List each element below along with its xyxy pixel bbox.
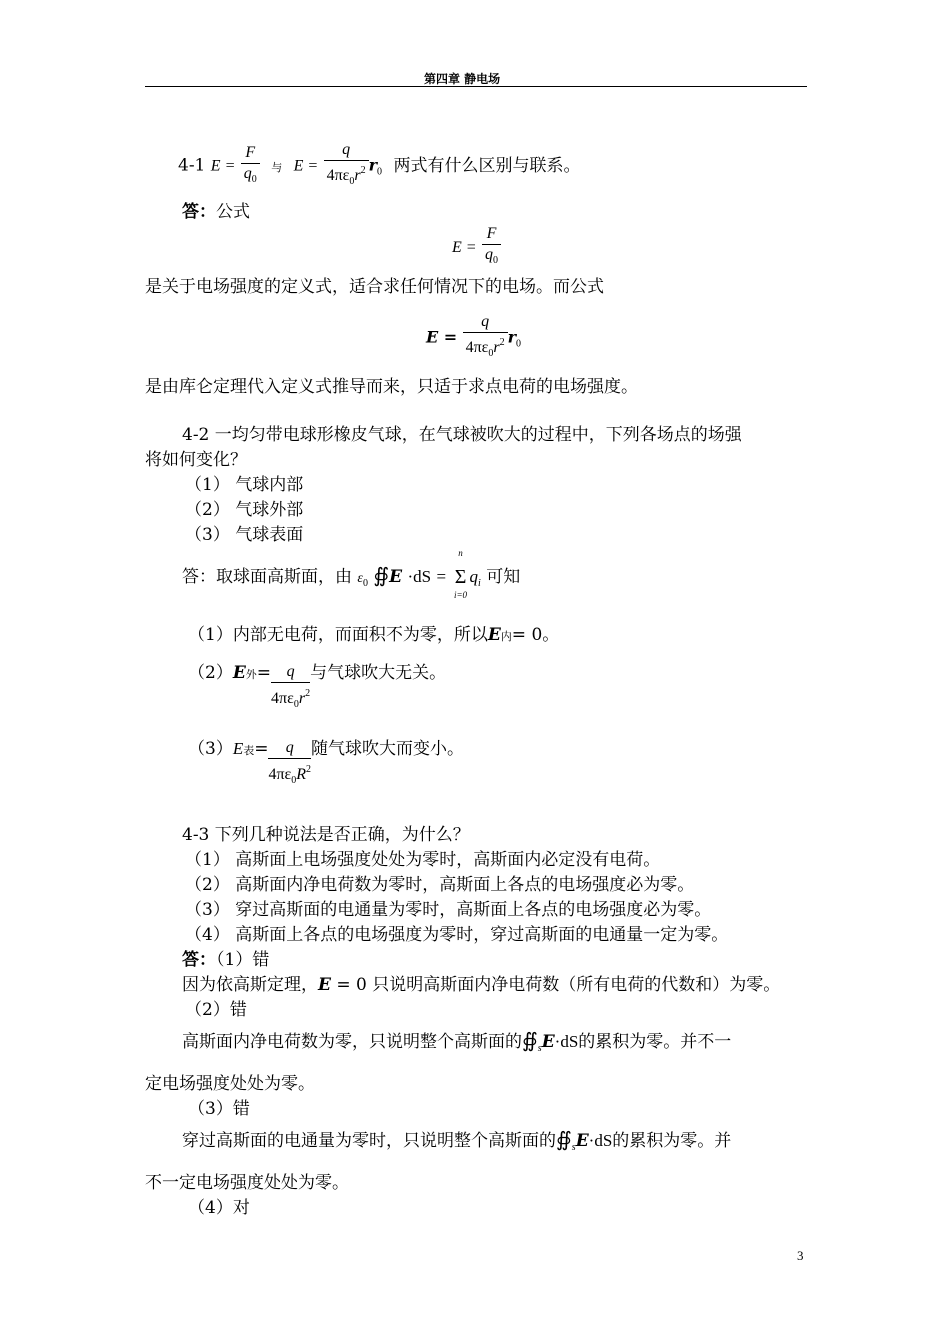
q42-r3-den-sup: 2 xyxy=(306,764,312,775)
q42-result-2 xyxy=(188,662,446,716)
q42-question-line1: 4-2 一均匀带电球形橡皮气球，在气球被吹大的过程中，下列各场点的场强 xyxy=(182,425,742,445)
q42-dot-dS: ·dS xyxy=(407,567,432,586)
q41-formula1-fraction xyxy=(241,143,260,190)
q42-sum-bot: i=0 xyxy=(453,590,468,600)
q41-question xyxy=(178,140,580,195)
q43-a2-int-s: s xyxy=(537,1043,542,1054)
q43-a3-int-s: s xyxy=(571,1142,576,1153)
q41-disp2-den-sub: 0 xyxy=(488,348,494,359)
q43-a3-integral-icon: ∯ xyxy=(556,1129,572,1151)
q42-option-2: （2） 气球外部 xyxy=(185,500,304,520)
q41-disp2-E: E = xyxy=(426,327,458,347)
q42-sum-top: n xyxy=(458,548,463,558)
q42-qi: q xyxy=(469,567,479,586)
q43-answer-1-text xyxy=(182,974,780,996)
q43-a2-text-a: 高斯面内净电荷数为零，只说明整个高斯面的 xyxy=(182,1032,522,1052)
q43-answer-label: 答： xyxy=(182,950,216,970)
q43-answer-2-text-cont: 定电场强度处处为零。 xyxy=(145,1074,315,1094)
q43-answer-2: （2）错 xyxy=(185,1000,247,1020)
q42-r2-den-sup: 2 xyxy=(305,688,311,699)
q41-formula2-rvec: r xyxy=(368,155,378,175)
q43-answer-4: （4）对 xyxy=(188,1198,250,1218)
q42-r3-den-b: R xyxy=(296,766,307,783)
q41-disp2-rvec: r xyxy=(507,327,517,347)
q41-disp2-num: q xyxy=(463,312,508,333)
q41-answer-intro-text: 公式 xyxy=(216,202,250,222)
q41-answer-label: 答： xyxy=(182,202,216,222)
q43-a3-text-b: 的累积为零。并 xyxy=(612,1131,732,1151)
q42-answer-a: 答：取球面高斯面，由 xyxy=(182,567,352,587)
q42-r1-sub: 内 xyxy=(500,630,512,643)
q43-a2-E: E xyxy=(541,1032,555,1052)
q42-r1-text-a: （1）内部无电荷，而面积不为零，所以 xyxy=(188,625,488,645)
q43-statement-4: （4） 高斯面上各点的电场强度为零时，穿过高斯面的电通量一定为零。 xyxy=(185,925,729,945)
q41-yu: 与 xyxy=(271,160,283,174)
q43-a3-text-a: 穿过高斯面的电通量为零时，只说明整个高斯面的 xyxy=(182,1131,556,1151)
q42-r3-text-b: 随气球吹大而变小。 xyxy=(311,739,465,759)
q41-disp2-fraction xyxy=(463,312,508,364)
q43-a3-dS: ·dS xyxy=(588,1131,613,1150)
page-number: 3 xyxy=(797,1248,804,1263)
q43-a1-verdict: （1）错 xyxy=(216,950,270,970)
q41-formula2-fraction xyxy=(324,140,369,192)
q41-disp2-den-b: r xyxy=(493,339,500,356)
q42-answer-b: 可知 xyxy=(486,567,521,587)
q41-formula1-den-sub: 0 xyxy=(251,173,257,185)
q43-a1-E: E xyxy=(318,975,331,995)
q43-statement-2: （2） 高斯面内净电荷数为零时，高斯面上各点的电场强度必为零。 xyxy=(185,875,695,895)
q42-eps-sub: 0 xyxy=(362,578,368,589)
q41-formula2-rvec-sub: 0 xyxy=(377,166,383,178)
q43-a2-text-b: 的累积为零。并不一 xyxy=(578,1032,732,1052)
q42-r2-eq: = xyxy=(256,663,272,683)
q42-r3-text-a: （3） xyxy=(188,739,233,759)
q43-a2-integral-icon: ∯ xyxy=(522,1030,538,1052)
q41-formula-display-1 xyxy=(452,224,501,271)
q42-eq: = xyxy=(436,567,447,586)
q41-formula2-lhs: E = xyxy=(293,157,319,175)
q41-disp2-den-a: 4πε xyxy=(465,339,489,356)
q43-title: 4-3 下列几种说法是否正确，为什么？ xyxy=(182,825,470,845)
running-header: 第四章 静电场 xyxy=(424,72,501,86)
q41-formula-display-2 xyxy=(426,312,521,364)
q42-option-3: （3） 气球表面 xyxy=(185,525,304,545)
q43-statement-1: （1） 高斯面上电场强度处处为零时，高斯面内必定没有电荷。 xyxy=(185,850,661,870)
q43-answer-3-text-cont: 不一定电场强度处处为零。 xyxy=(145,1173,349,1193)
header-rule xyxy=(145,86,807,87)
q41-disp1-lhs: E = xyxy=(452,239,477,256)
q42-r2-den-a: 4πε xyxy=(271,690,294,707)
q43-a3-E: E xyxy=(575,1131,589,1151)
q41-number: 4-1 xyxy=(178,155,206,176)
q42-r3-eq: = xyxy=(254,739,269,759)
q41-formula2-num: q xyxy=(324,140,369,161)
q42-r2-sub: 外 xyxy=(245,668,257,681)
q42-r3-E: E xyxy=(232,739,244,758)
q41-disp1-den-sub: 0 xyxy=(492,255,498,266)
q42-r3-den-sub: 0 xyxy=(291,775,297,786)
q42-r2-E: E xyxy=(232,663,246,683)
q41-line1: 是关于电场强度的定义式，适合求任何情况下的电场。而公式 xyxy=(145,277,604,297)
q41-disp1-fraction xyxy=(482,224,501,271)
q43-answer-2-text xyxy=(182,1030,731,1060)
q42-r3-num: q xyxy=(268,738,311,759)
q42-r2-text-b: 与气球吹大无关。 xyxy=(310,663,447,683)
q42-qi-sub: i xyxy=(478,578,481,589)
q42-result-3 xyxy=(188,738,464,792)
q43-a1-text-a: 因为依高斯定理， xyxy=(182,975,318,995)
q42-option-1: （1） 气球内部 xyxy=(185,475,304,495)
q41-disp2-den-sup: 2 xyxy=(499,337,505,348)
q41-formula2-den-sub: 0 xyxy=(349,176,355,187)
q42-r2-den-b: r xyxy=(298,690,306,707)
q43-a2-dS: ·dS xyxy=(554,1032,579,1051)
q41-formula2-den-b: r xyxy=(354,167,361,184)
q42-r2-fraction xyxy=(271,662,310,716)
q41-question-text: 两式有什么区别与联系。 xyxy=(393,155,581,176)
q42-r3-fraction xyxy=(268,738,311,792)
q41-formula1-num: F xyxy=(241,143,260,164)
q41-disp2-rvec-sub: 0 xyxy=(516,338,522,350)
q42-r1-E: E xyxy=(487,625,501,645)
q43-a1-text-b: = 0 只说明高斯面内净电荷数（所有电荷的代数和）为零。 xyxy=(330,975,781,995)
q42-answer-line xyxy=(182,548,521,600)
q43-answer-3: （3）错 xyxy=(188,1099,250,1119)
q41-answer-intro xyxy=(182,201,250,223)
q42-r2-num: q xyxy=(271,662,310,683)
q42-sum xyxy=(452,548,470,600)
q42-question-line2: 将如何变化？ xyxy=(145,450,247,470)
q42-sigma: Σ xyxy=(454,566,467,588)
q42-result-1 xyxy=(188,624,559,648)
q43-answer-3-text xyxy=(182,1129,731,1159)
q41-formula2-den-a: 4πε xyxy=(326,167,350,184)
q43-statement-3: （3） 穿过高斯面的电通量为零时，高斯面上各点的电场强度必为零。 xyxy=(185,900,712,920)
q42-surface-integral-icon: ∯ xyxy=(373,565,390,587)
q42-r3-sub: 表 xyxy=(243,744,255,757)
q43-answer-1 xyxy=(182,949,269,971)
q41-formula1-den: q xyxy=(243,164,252,182)
q42-r3-den-a: 4πε xyxy=(268,766,292,783)
q42-r2-text-a: （2） xyxy=(188,663,233,683)
q41-disp1-num: F xyxy=(482,224,501,245)
q41-formula1-lhs: E = xyxy=(210,157,236,175)
q42-r2-den-sub: 0 xyxy=(293,699,299,710)
q42-r1-text-b: = 0。 xyxy=(511,625,560,645)
q41-formula2-den-sup: 2 xyxy=(360,165,366,176)
q42-E: E xyxy=(389,567,403,587)
q41-disp1-den: q xyxy=(484,246,493,263)
q42-eps: ε xyxy=(357,571,363,586)
q41-line2: 是由库仑定理代入定义式推导而来，只适于求点电荷的电场强度。 xyxy=(145,377,638,397)
